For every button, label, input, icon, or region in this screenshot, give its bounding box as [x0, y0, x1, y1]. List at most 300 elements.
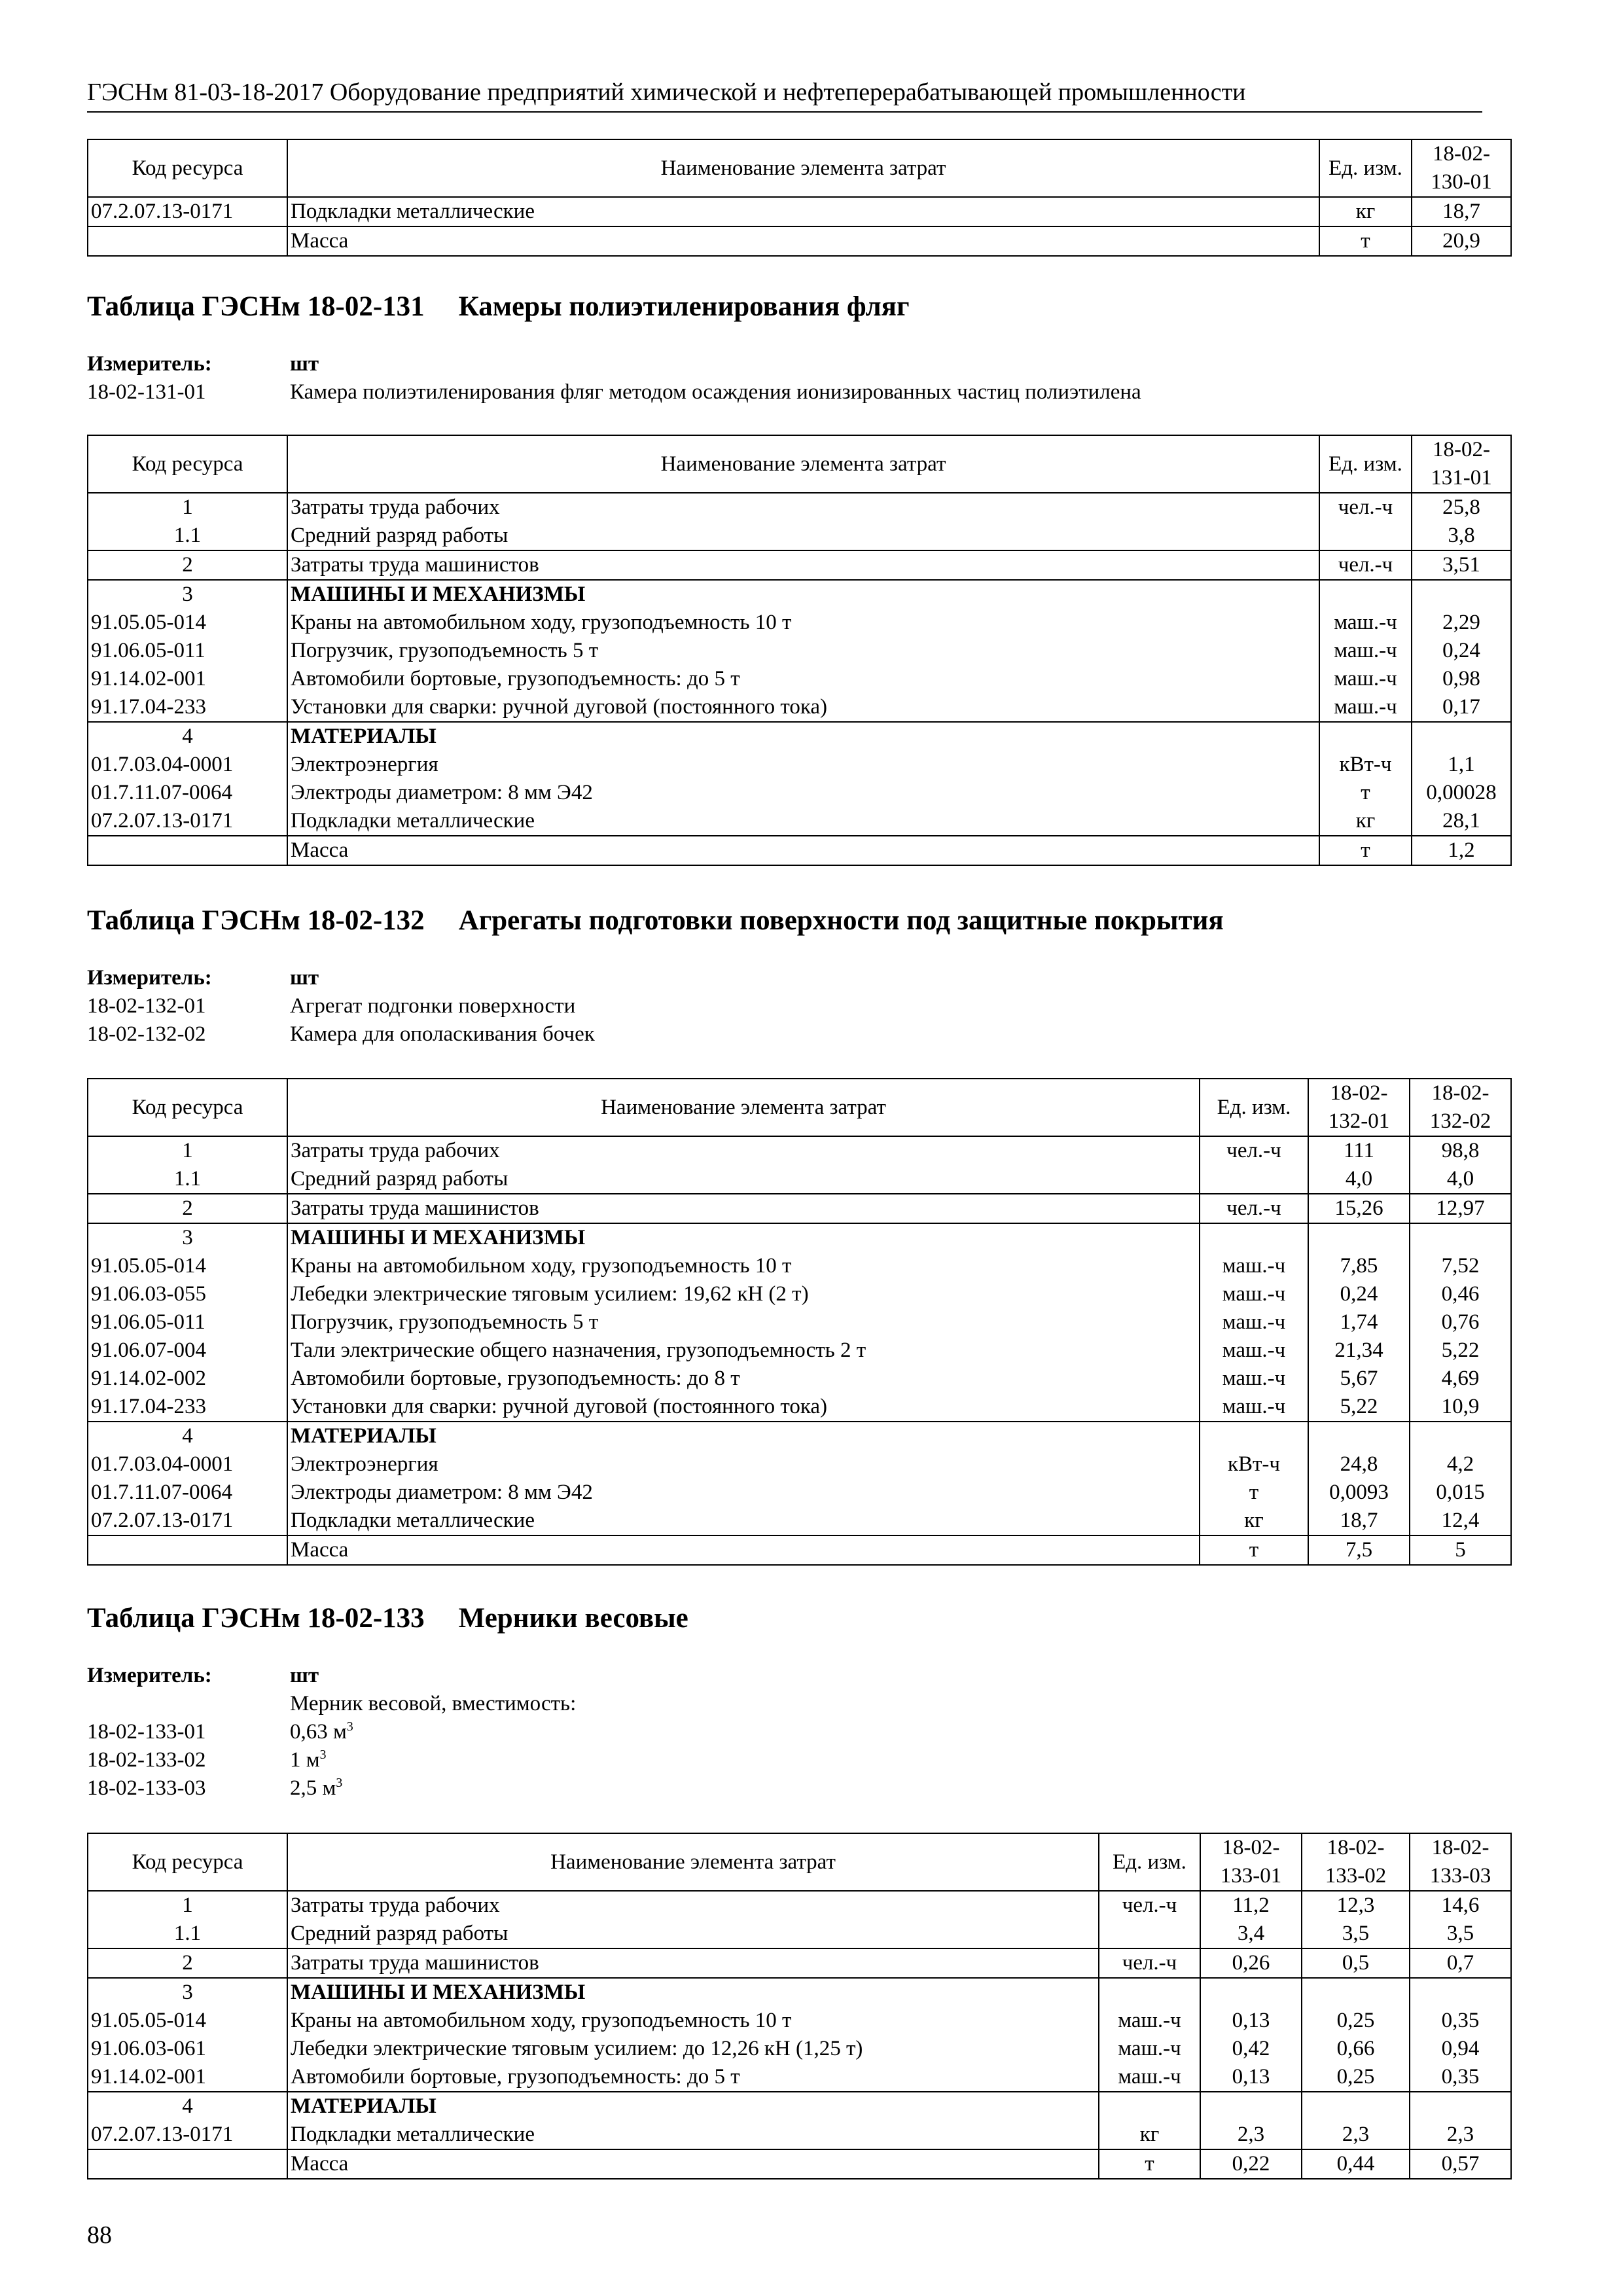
- column-header-line: 18-02-: [1433, 438, 1490, 461]
- table-row: [88, 2092, 1511, 2121]
- resource-unit: [1200, 1422, 1308, 1450]
- norm-text: 2,5 м: [290, 1776, 336, 1800]
- resource-table: [87, 435, 1512, 866]
- resource-name: Краны на автомобильном ходу, грузоподъемность 10 т: [287, 1252, 1200, 1280]
- resource-value: 3,5: [1302, 1920, 1410, 1948]
- resource-value: 3,51: [1412, 550, 1511, 580]
- resource-value: [1410, 1978, 1511, 2007]
- norm-description: [290, 1718, 353, 1746]
- column-header-line: 132-01: [1328, 1109, 1390, 1133]
- resource-value: 0,5: [1302, 1948, 1410, 1978]
- resource-code: 91.17.04-233: [88, 1393, 287, 1422]
- norm-code: 18-02-131-01: [87, 380, 206, 404]
- measure-subtitle-row: [87, 1690, 576, 1718]
- table-row: [88, 609, 1511, 637]
- resource-code: 91.06.03-055: [88, 1280, 287, 1308]
- resource-value: 14,6: [1410, 1891, 1511, 1920]
- resource-value: 0,17: [1412, 693, 1511, 722]
- table-row: [88, 693, 1511, 722]
- column-header-line: 131-01: [1431, 466, 1492, 490]
- resource-name: Затраты труда машинистов: [287, 1948, 1099, 1978]
- table-row: [88, 1308, 1511, 1336]
- norm-code: 18-02-133-02: [87, 1748, 206, 1772]
- spacer: [87, 1690, 290, 1718]
- measure-block-132: [87, 964, 595, 1049]
- table-row: [88, 580, 1511, 609]
- table-18-02-133: [87, 1833, 1512, 2179]
- resource-code: 1.1: [88, 1920, 287, 1948]
- table-row: [88, 1948, 1511, 1978]
- table-name: Камеры полиэтиленирования фляг: [458, 291, 910, 322]
- table-row: [88, 1194, 1511, 1223]
- resource-name: Автомобили бортовые, грузоподъемность: до 5 т: [287, 2063, 1099, 2092]
- norm-item: [87, 1718, 576, 1746]
- resource-value: [1302, 1978, 1410, 2007]
- resource-name: Автомобили бортовые, грузоподъемность: до 5 т: [287, 665, 1319, 693]
- table-row: [88, 1165, 1511, 1194]
- resource-code: 2: [88, 1194, 287, 1223]
- norm-description: [290, 378, 1141, 406]
- resource-code: 91.05.05-014: [88, 1252, 287, 1280]
- norm-code: 18-02-132-01: [87, 994, 206, 1018]
- resource-value: [1410, 2092, 1511, 2121]
- resource-name: Масса: [287, 2149, 1099, 2179]
- resource-name: Затраты труда рабочих: [287, 1891, 1099, 1920]
- resource-name: Лебедки электрические тяговым усилием: 19,62 кН (2 т): [287, 1280, 1200, 1308]
- resource-name: Электроэнергия: [287, 1450, 1200, 1479]
- resource-code: [88, 2149, 287, 2179]
- norm-text: Камера полиэтиленирования фляг методом осаждения ионизированных частиц полиэтилена: [290, 380, 1141, 404]
- resource-unit: т: [1319, 226, 1412, 256]
- norm-code: 18-02-133-03: [87, 1776, 206, 1800]
- resource-value: 2,3: [1302, 2121, 1410, 2149]
- table-row: [88, 1136, 1511, 1165]
- resource-code: 91.05.05-014: [88, 2007, 287, 2035]
- resource-code: 3: [88, 1223, 287, 1252]
- page-header: ГЭСНм 81-03-18-2017 Оборудование предприятий химической и нефтеперерабатывающей промышленности: [87, 76, 1482, 113]
- table-row: [88, 2063, 1511, 2092]
- column-header-unit: Ед. изм.: [1319, 435, 1412, 493]
- resource-unit: т: [1319, 836, 1412, 865]
- norm-text: 0,63 м: [290, 1720, 347, 1744]
- resource-value: 7,52: [1410, 1252, 1511, 1280]
- column-header-norm: [1410, 1079, 1511, 1136]
- resource-unit: [1099, 1978, 1200, 2007]
- resource-table: [87, 1078, 1512, 1566]
- table-row: [88, 665, 1511, 693]
- resource-value: 4,0: [1308, 1165, 1410, 1194]
- resource-code: 01.7.03.04-0001: [88, 1450, 287, 1479]
- resource-value: 18,7: [1412, 197, 1511, 226]
- table-header-row: [88, 1079, 1511, 1136]
- column-header-unit: Ед. изм.: [1319, 139, 1412, 197]
- resource-value: 3,8: [1412, 522, 1511, 550]
- table-number: Таблица ГЭСНм 18-02-131: [87, 291, 425, 322]
- table-row: [88, 1891, 1511, 1920]
- column-header-line: 133-01: [1220, 1864, 1282, 1888]
- resource-code: 91.14.02-001: [88, 2063, 287, 2092]
- resource-value: [1410, 1223, 1511, 1252]
- resource-code: 01.7.11.07-0064: [88, 779, 287, 807]
- column-header-unit: Ед. изм.: [1200, 1079, 1308, 1136]
- resource-unit: т: [1200, 1535, 1308, 1565]
- resource-code: 4: [88, 722, 287, 751]
- column-header-code: Код ресурса: [88, 139, 287, 197]
- resource-value: 2,3: [1410, 2121, 1511, 2149]
- resource-unit: [1319, 722, 1412, 751]
- resource-value: 2,3: [1200, 2121, 1302, 2149]
- norm-text: Агрегат подгонки поверхности: [290, 994, 576, 1018]
- resource-unit: [1099, 1920, 1200, 1948]
- resource-name: МАТЕРИАЛЫ: [287, 2092, 1099, 2121]
- table-row: [88, 1280, 1511, 1308]
- resource-name: Подкладки металлические: [287, 197, 1319, 226]
- table-row: [88, 1920, 1511, 1948]
- resource-value: 2,29: [1412, 609, 1511, 637]
- resource-value: 21,34: [1308, 1336, 1410, 1365]
- norm-description: [290, 1774, 342, 1803]
- resource-value: [1412, 580, 1511, 609]
- resource-unit: кг: [1200, 1507, 1308, 1535]
- resource-unit: маш.-ч: [1319, 637, 1412, 665]
- norm-item: [87, 992, 595, 1020]
- column-header-line: 130-01: [1431, 170, 1492, 194]
- resource-value: 0,015: [1410, 1479, 1511, 1507]
- norm-sup: 3: [319, 1748, 327, 1762]
- resource-code: 91.06.05-011: [88, 637, 287, 665]
- resource-name: Средний разряд работы: [287, 1165, 1200, 1194]
- measure-label: Измеритель:: [87, 352, 212, 376]
- resource-value: 3,5: [1410, 1920, 1511, 1948]
- resource-code: 4: [88, 2092, 287, 2121]
- resource-unit: [1200, 1165, 1308, 1194]
- column-header-line: 18-02-: [1431, 1836, 1489, 1859]
- resource-value: [1410, 1422, 1511, 1450]
- table-row: [88, 1978, 1511, 2007]
- column-header-norm: [1302, 1833, 1410, 1891]
- resource-unit: маш.-ч: [1200, 1393, 1308, 1422]
- resource-name: МАШИНЫ И МЕХАНИЗМЫ: [287, 1223, 1200, 1252]
- column-header-line: 133-02: [1325, 1864, 1387, 1888]
- table-row: [88, 197, 1511, 226]
- resource-unit: чел.-ч: [1099, 1891, 1200, 1920]
- resource-name: Электроды диаметром: 8 мм Э42: [287, 1479, 1200, 1507]
- column-header-line: 18-02-: [1431, 1081, 1489, 1105]
- resource-unit: маш.-ч: [1200, 1280, 1308, 1308]
- resource-name: Электроэнергия: [287, 751, 1319, 779]
- table-row: [88, 1535, 1511, 1565]
- table-row: [88, 2149, 1511, 2179]
- page-number: 88: [87, 2221, 112, 2249]
- resource-name: Средний разряд работы: [287, 1920, 1099, 1948]
- resource-unit: маш.-ч: [1200, 1308, 1308, 1336]
- resource-value: 0,25: [1302, 2063, 1410, 2092]
- resource-unit: чел.-ч: [1200, 1136, 1308, 1165]
- table-row: [88, 522, 1511, 550]
- resource-code: 91.14.02-001: [88, 665, 287, 693]
- resource-code: [88, 1535, 287, 1565]
- resource-unit: т: [1319, 779, 1412, 807]
- resource-code: 3: [88, 580, 287, 609]
- table-row: [88, 1223, 1511, 1252]
- resource-value: 0,35: [1410, 2063, 1511, 2092]
- resource-name: Затраты труда машинистов: [287, 550, 1319, 580]
- resource-value: [1200, 1978, 1302, 2007]
- resource-unit: чел.-ч: [1319, 493, 1412, 522]
- resource-value: 5: [1410, 1535, 1511, 1565]
- resource-name: Масса: [287, 836, 1319, 865]
- table-row: [88, 1422, 1511, 1450]
- table-row: [88, 1479, 1511, 1507]
- resource-value: 5,22: [1308, 1393, 1410, 1422]
- table-name: Агрегаты подготовки поверхности под защитные покрытия: [458, 905, 1224, 936]
- column-header-unit: Ед. изм.: [1099, 1833, 1200, 1891]
- resource-value: 0,57: [1410, 2149, 1511, 2179]
- resource-value: 3,4: [1200, 1920, 1302, 1948]
- resource-value: 0,94: [1410, 2035, 1511, 2063]
- resource-name: МАШИНЫ И МЕХАНИЗМЫ: [287, 1978, 1099, 2007]
- resource-name: Погрузчик, грузоподъемность 5 т: [287, 637, 1319, 665]
- resource-code: 1: [88, 493, 287, 522]
- resource-value: 28,1: [1412, 807, 1511, 836]
- measure-value: шт: [290, 352, 319, 376]
- resource-name: МАТЕРИАЛЫ: [287, 722, 1319, 751]
- table-row: [88, 550, 1511, 580]
- resource-unit: [1099, 2092, 1200, 2121]
- resource-unit: кг: [1099, 2121, 1200, 2149]
- column-header-line: 18-02-: [1222, 1836, 1280, 1859]
- norm-text: 1 м: [290, 1748, 320, 1772]
- table-header-row: [88, 1833, 1511, 1891]
- resource-code: 2: [88, 1948, 287, 1978]
- table-row: [88, 1393, 1511, 1422]
- resource-value: [1412, 722, 1511, 751]
- resource-name: Установки для сварки: ручной дуговой (постоянного тока): [287, 693, 1319, 722]
- resource-unit: кг: [1319, 197, 1412, 226]
- resource-name: Краны на автомобильном ходу, грузоподъемность 10 т: [287, 2007, 1099, 2035]
- norm-item: [87, 1774, 576, 1803]
- table-row: [88, 751, 1511, 779]
- resource-unit: [1319, 522, 1412, 550]
- table-row: [88, 637, 1511, 665]
- resource-code: 91.06.03-061: [88, 2035, 287, 2063]
- table-number: Таблица ГЭСНм 18-02-133: [87, 1603, 425, 1634]
- resource-code: 07.2.07.13-0171: [88, 2121, 287, 2149]
- resource-value: 12,4: [1410, 1507, 1511, 1535]
- resource-name: МАШИНЫ И МЕХАНИЗМЫ: [287, 580, 1319, 609]
- resource-name: Автомобили бортовые, грузоподъемность: до 8 т: [287, 1365, 1200, 1393]
- table-row: [88, 2121, 1511, 2149]
- column-header-name: Наименование элемента затрат: [287, 1079, 1200, 1136]
- table-number: Таблица ГЭСНм 18-02-132: [87, 905, 425, 936]
- resource-unit: маш.-ч: [1200, 1252, 1308, 1280]
- column-header-norm: [1200, 1833, 1302, 1891]
- resource-unit: [1200, 1223, 1308, 1252]
- resource-name: Подкладки металлические: [287, 1507, 1200, 1535]
- column-header-line: 132-02: [1429, 1109, 1491, 1133]
- resource-value: 25,8: [1412, 493, 1511, 522]
- measure-label: Измеритель:: [87, 1664, 212, 1687]
- column-header-line: 133-03: [1429, 1864, 1491, 1888]
- resource-value: 111: [1308, 1136, 1410, 1165]
- resource-value: 1,2: [1412, 836, 1511, 865]
- resource-unit: [1319, 580, 1412, 609]
- measure-block-133: [87, 1662, 576, 1803]
- column-header-norm: [1412, 139, 1511, 197]
- norm-item: [87, 1746, 576, 1774]
- measure-value: шт: [290, 1664, 319, 1687]
- resource-value: 1,1: [1412, 751, 1511, 779]
- column-header-name: Наименование элемента затрат: [287, 435, 1319, 493]
- norm-item: [87, 378, 1141, 406]
- resource-code: 4: [88, 1422, 287, 1450]
- table-row: [88, 1450, 1511, 1479]
- column-header-code: Код ресурса: [88, 1079, 287, 1136]
- measure-row: [87, 1662, 576, 1690]
- resource-unit: т: [1099, 2149, 1200, 2179]
- table-row: [88, 493, 1511, 522]
- resource-value: 4,69: [1410, 1365, 1511, 1393]
- table-row: [88, 779, 1511, 807]
- table-row: [88, 836, 1511, 865]
- resource-value: 0,24: [1412, 637, 1511, 665]
- resource-name: Тали электрические общего назначения, грузоподъемность 2 т: [287, 1336, 1200, 1365]
- resource-name: Затраты труда рабочих: [287, 493, 1319, 522]
- resource-unit: маш.-ч: [1319, 665, 1412, 693]
- resource-value: [1308, 1223, 1410, 1252]
- resource-name: МАТЕРИАЛЫ: [287, 1422, 1200, 1450]
- norm-code: 18-02-132-02: [87, 1022, 206, 1046]
- resource-value: 0,98: [1412, 665, 1511, 693]
- measure-block-131: [87, 350, 1141, 406]
- norm-description: [290, 992, 575, 1020]
- table-row: [88, 1365, 1511, 1393]
- resource-unit: маш.-ч: [1099, 2035, 1200, 2063]
- measure-label: Измеритель:: [87, 966, 212, 990]
- resource-code: 1.1: [88, 522, 287, 550]
- resource-code: 1: [88, 1136, 287, 1165]
- resource-value: 0,22: [1200, 2149, 1302, 2179]
- table-header-row: [88, 139, 1511, 197]
- resource-value: 1,74: [1308, 1308, 1410, 1336]
- resource-table: [87, 139, 1512, 257]
- resource-name: Затраты труда рабочих: [287, 1136, 1200, 1165]
- resource-name: Подкладки металлические: [287, 2121, 1099, 2149]
- resource-value: 0,0093: [1308, 1479, 1410, 1507]
- resource-value: 7,5: [1308, 1535, 1410, 1565]
- table-title-131: [87, 290, 909, 324]
- norm-description: [290, 1746, 327, 1774]
- resource-value: 98,8: [1410, 1136, 1511, 1165]
- resource-value: 24,8: [1308, 1450, 1410, 1479]
- resource-unit: маш.-ч: [1200, 1365, 1308, 1393]
- resource-unit: кВт-ч: [1319, 751, 1412, 779]
- resource-name: Установки для сварки: ручной дуговой (постоянного тока): [287, 1393, 1200, 1422]
- resource-name: Электроды диаметром: 8 мм Э42: [287, 779, 1319, 807]
- table-row: [88, 722, 1511, 751]
- resource-code: 91.06.07-004: [88, 1336, 287, 1365]
- resource-code: 91.06.05-011: [88, 1308, 287, 1336]
- resource-unit: кВт-ч: [1200, 1450, 1308, 1479]
- resource-value: [1308, 1422, 1410, 1450]
- resource-code: [88, 226, 287, 256]
- resource-value: 18,7: [1308, 1507, 1410, 1535]
- resource-unit: маш.-ч: [1099, 2007, 1200, 2035]
- resource-value: 0,76: [1410, 1308, 1511, 1336]
- resource-value: [1200, 2092, 1302, 2121]
- resource-value: 0,66: [1302, 2035, 1410, 2063]
- resource-code: 07.2.07.13-0171: [88, 1507, 287, 1535]
- resource-value: 7,85: [1308, 1252, 1410, 1280]
- resource-value: 12,3: [1302, 1891, 1410, 1920]
- resource-value: 5,67: [1308, 1365, 1410, 1393]
- resource-unit: маш.-ч: [1099, 2063, 1200, 2092]
- table-row: [88, 226, 1511, 256]
- resource-value: 0,13: [1200, 2063, 1302, 2092]
- resource-value: 15,26: [1308, 1194, 1410, 1223]
- resource-unit: кг: [1319, 807, 1412, 836]
- norm-sup: 3: [336, 1776, 343, 1790]
- norm-description: [290, 1020, 595, 1049]
- resource-name: Погрузчик, грузоподъемность 5 т: [287, 1308, 1200, 1336]
- resource-code: 01.7.11.07-0064: [88, 1479, 287, 1507]
- column-header-norm: [1412, 435, 1511, 493]
- resource-value: 0,42: [1200, 2035, 1302, 2063]
- resource-name: Лебедки электрические тяговым усилием: до 12,26 кН (1,25 т): [287, 2035, 1099, 2063]
- resource-value: 0,25: [1302, 2007, 1410, 2035]
- norm-item: [87, 1020, 595, 1049]
- resource-name: Подкладки металлические: [287, 807, 1319, 836]
- table-title-132: [87, 904, 1224, 938]
- resource-unit: чел.-ч: [1319, 550, 1412, 580]
- resource-code: 91.05.05-014: [88, 609, 287, 637]
- resource-code: 07.2.07.13-0171: [88, 197, 287, 226]
- table-18-02-132: [87, 1078, 1512, 1566]
- column-header-line: 18-02-: [1327, 1836, 1385, 1859]
- resource-name: Затраты труда машинистов: [287, 1194, 1200, 1223]
- measure-subtitle: Мерник весовой, вместимость:: [290, 1692, 577, 1715]
- norm-text: Камера для ополаскивания бочек: [290, 1022, 595, 1046]
- norm-sup: 3: [346, 1719, 353, 1734]
- table-row: [88, 1336, 1511, 1365]
- resource-value: 0,00028: [1412, 779, 1511, 807]
- resource-value: 0,24: [1308, 1280, 1410, 1308]
- resource-code: 01.7.03.04-0001: [88, 751, 287, 779]
- resource-unit: маш.-ч: [1319, 693, 1412, 722]
- resource-value: 0,13: [1200, 2007, 1302, 2035]
- column-header-name: Наименование элемента затрат: [287, 1833, 1099, 1891]
- resource-table: [87, 1833, 1512, 2179]
- resource-value: 0,44: [1302, 2149, 1410, 2179]
- table-18-02-131: [87, 435, 1512, 866]
- resource-code: 1: [88, 1891, 287, 1920]
- resource-value: 0,7: [1410, 1948, 1511, 1978]
- column-header-name: Наименование элемента затрат: [287, 139, 1319, 197]
- resource-value: [1302, 2092, 1410, 2121]
- resource-code: 2: [88, 550, 287, 580]
- resource-code: 07.2.07.13-0171: [88, 807, 287, 836]
- resource-value: 4,2: [1410, 1450, 1511, 1479]
- resource-name: Масса: [287, 1535, 1200, 1565]
- norm-code: 18-02-133-01: [87, 1720, 206, 1744]
- resource-name: Краны на автомобильном ходу, грузоподъемность 10 т: [287, 609, 1319, 637]
- measure-row: [87, 964, 595, 992]
- measure-row: [87, 350, 1141, 378]
- table-18-02-130-continuation: [87, 139, 1512, 257]
- column-header-line: 18-02-: [1433, 142, 1490, 166]
- table-row: [88, 1252, 1511, 1280]
- resource-name: Средний разряд работы: [287, 522, 1319, 550]
